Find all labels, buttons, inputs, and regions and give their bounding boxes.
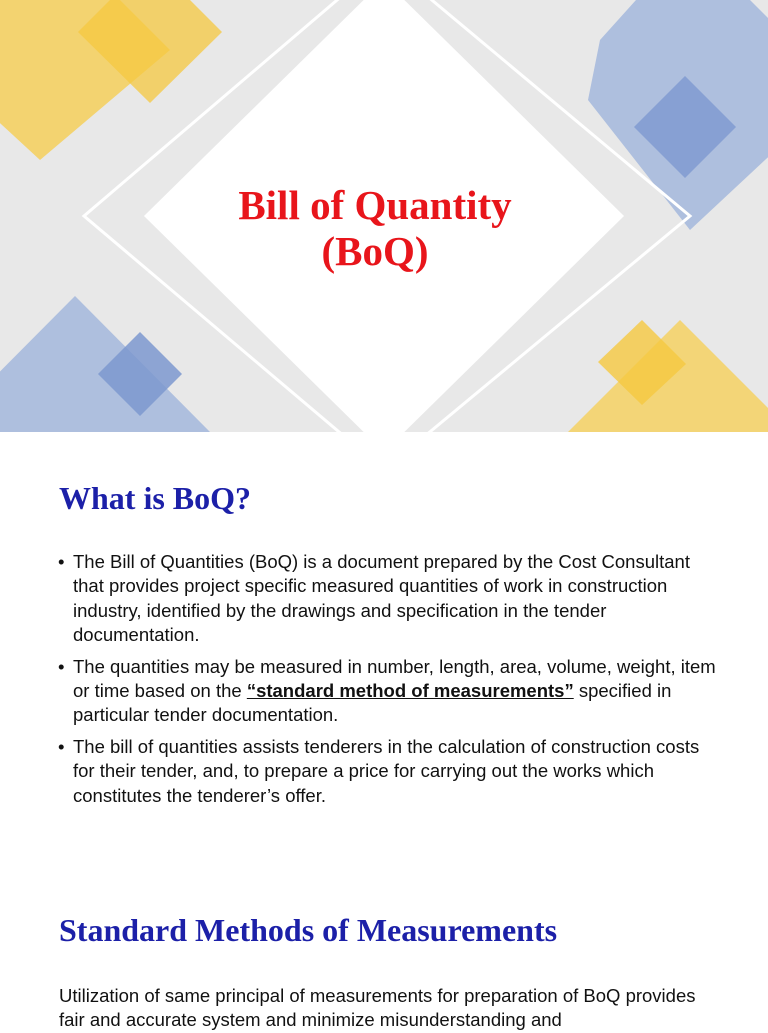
bullet-text: The Bill of Quantities (BoQ) is a document prepared by the Cost Consultant that provides project specific measured quantities of work in construction industry, identified by the drawings and specification in the tender documentation. bbox=[73, 551, 690, 646]
title-line-1: Bill of Quantity bbox=[238, 182, 512, 228]
bullet-icon: • bbox=[58, 735, 65, 757]
title-slide bbox=[0, 0, 768, 432]
slide-title bbox=[0, 182, 750, 274]
standard-methods-heading: Standard Methods of Measurements bbox=[59, 912, 558, 948]
content-slide bbox=[0, 432, 768, 1031]
title-line-2: (BoQ) bbox=[321, 228, 429, 274]
bullet-text-before: The quantities may be measured in number, length, area, volume, weight, item or time based on the bbox=[73, 655, 716, 702]
bullet-list bbox=[58, 550, 718, 815]
standard-methods-paragraph: Utilization of same principal of measurements for preparation of BoQ provides fair and accurate system and minimize misunderstanding and bbox=[59, 985, 696, 1031]
bullet-text-after: specified in particular tender documentation. bbox=[73, 680, 672, 726]
bullet-item bbox=[58, 735, 718, 808]
bullet-item bbox=[58, 550, 718, 648]
bullet-icon: • bbox=[58, 551, 65, 572]
bullet-icon: • bbox=[58, 655, 65, 677]
what-is-boq-heading: What is BoQ? bbox=[59, 480, 252, 516]
emphasis-standard-method: “standard method of measurements” bbox=[246, 680, 574, 702]
blue-diamond-bottom-left bbox=[0, 296, 210, 432]
bullet-text: The bill of quantities assists tenderers in the calculation of construction costs for their tender, and, to prepare a price for carrying out the works which constitutes the tenderer’s offer. bbox=[73, 735, 700, 806]
bullet-item bbox=[58, 655, 718, 728]
